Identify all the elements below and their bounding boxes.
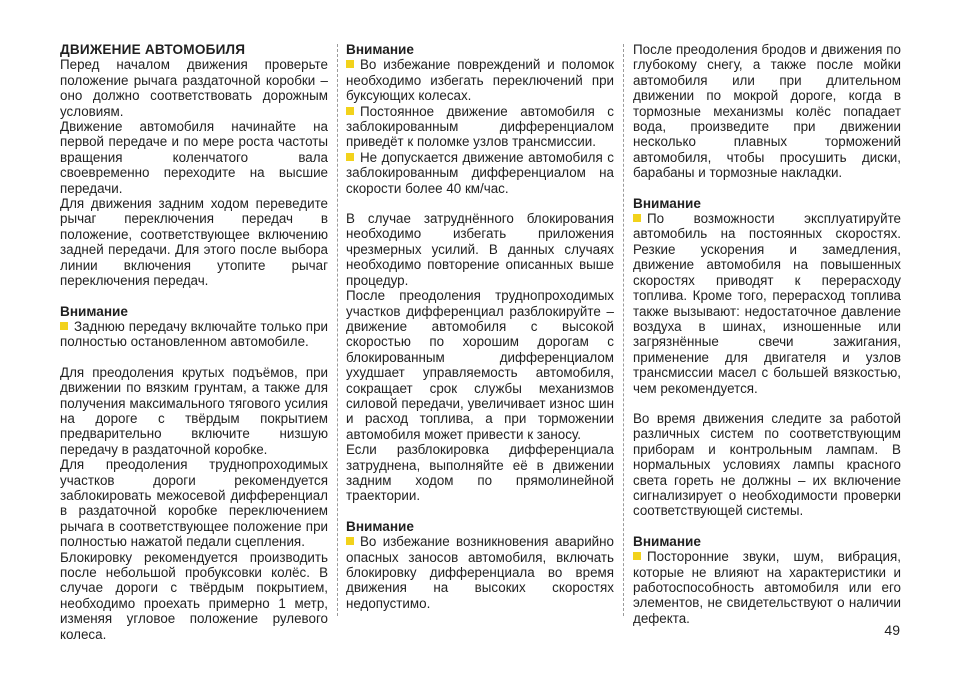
section-title: ДВИЖЕНИЕ АВТОМОБИЛЯ: [60, 42, 246, 57]
warning-heading: Внимание: [346, 42, 414, 57]
paragraph: Для движения задним ходом переведите рычаг переключения передач в положение, соответствующее включению задней передачи. Для этого после выбора линии включения утопите рычаг переключения передач.: [60, 196, 328, 289]
warning-item: Заднюю передачу включайте только при полностью остановленном автомобиле.: [60, 318, 328, 350]
paragraph: Во время движения следите за работой различных систем по соответствующим приборам и контрольным лампам. В нормальных условиях лампы красного света гореть не должны – их включение сигнализирует о необходимости проверки соответствующей системы.: [633, 410, 901, 519]
paragraph: Перед началом движения проверьте положение рычага раздаточной коробки – оно должно соответствовать дорожным условиям.: [60, 57, 328, 119]
warning-heading: Внимание: [633, 195, 701, 211]
warning-item: Не допускается движение автомобиля с заблокированным дифференциалом на скорости более 40 км/час.: [346, 149, 614, 196]
square-bullet-icon: [346, 60, 354, 68]
warning-item: Во избежание повреждений и поломок необходимо избегать переключений при буксующих колесах.: [346, 57, 614, 104]
column-2: [346, 42, 614, 611]
square-bullet-icon: [346, 153, 354, 161]
square-bullet-icon: [633, 552, 641, 560]
warning-heading: Внимание: [60, 303, 128, 319]
paragraph: После преодоления труднопроходимых участков дифференциал разблокируйте – движение автомобиля с высокой скоростью по хорошим дорогам с блокированным дифференциалом ухудшает управляемость автомобиля, сокращает срок службы механизмов силовой передачи, увеличивает износ шин и расход топлива, а при торможении автомобиля может привести к заносу.: [346, 288, 614, 442]
paragraph: Блокировку рекомендуется производить после небольшой пробуксовки колёс. В случае дороги с твёрдым покрытием, необходимо проехать примерно 1 метр, изменяя угловое положение рулевого колеса.: [60, 549, 328, 642]
paragraph: Для преодоления труднопроходимых участков дороги рекомендуется заблокировать межосевой дифференциал в раздаточной коробке переключением рычага в соответствующее положение при полностью нажатой педали сцепления.: [60, 457, 328, 550]
paragraph: Для преодоления крутых подъёмов, при движении по вязким грунтам, а также для получения максимального тягового усилия на дороге с твёрдым покрытием предварительно включите низшую передачу в раздаточной коробке.: [60, 364, 328, 457]
paragraph: В случае затруднённого блокирования необходимо избегать приложения чрезмерных усилий. В данных случаях необходимо повторение описанных выше процедур.: [346, 211, 614, 288]
warning-item: Посторонние звуки, шум, вибрация, которые не влияют на характеристики и работоспособность автомобиля или его элементов, не свидетельствуют о наличии дефекта.: [633, 549, 901, 626]
square-bullet-icon: [346, 537, 354, 545]
column-1: [60, 42, 328, 642]
paragraph: После преодоления бродов и движения по глубокому снегу, а также после мойки автомобиля или при длительном движении по мокрой дороге, когда в тормозные механизмы колёс попадает вода, произведите при движении несколько плавных торможений автомобиля, чтобы просушить диски, барабаны и тормозные накладки.: [633, 42, 901, 181]
square-bullet-icon: [633, 214, 641, 222]
paragraph: Если разблокировка дифференциала затруднена, выполняйте её в движении задним ходом по прямолинейной траектории.: [346, 442, 614, 504]
warning-heading: Внимание: [633, 533, 701, 549]
square-bullet-icon: [346, 107, 354, 115]
column-divider: [337, 44, 338, 616]
column-divider: [623, 44, 624, 616]
warning-heading: Внимание: [346, 518, 414, 534]
paragraph: Движение автомобиля начинайте на первой передаче и по мере роста частоты вращения коленчатого вала своевременно переходите на высшие передачи.: [60, 119, 328, 196]
warning-item: Постоянное движение автомобиля с заблокированным дифференциалом приведёт к поломке узлов трансмиссии.: [346, 103, 614, 150]
square-bullet-icon: [60, 322, 68, 330]
page-number: 49: [884, 622, 900, 638]
warning-item: По возможности эксплуатируйте автомобиль на постоянных скоростях. Резкие ускорения и замедления, движение автомобиля на повышенных скоростях приводят к перерасходу топлива. Кроме того, перерасход топлива также вызывают: недостаточное давление воздуха в шинах, изношенные или загрязнённые свечи зажигания, применение для двигателя и узлов трансмиссии масел с большей вязкостью, чем рекомендуется.: [633, 211, 901, 396]
warning-item: Во избежание возникновения аварийно опасных заносов автомобиля, включать блокировку дифференциала во время движения на высоких скоростях недопустимо.: [346, 534, 614, 611]
column-3: [633, 42, 901, 626]
